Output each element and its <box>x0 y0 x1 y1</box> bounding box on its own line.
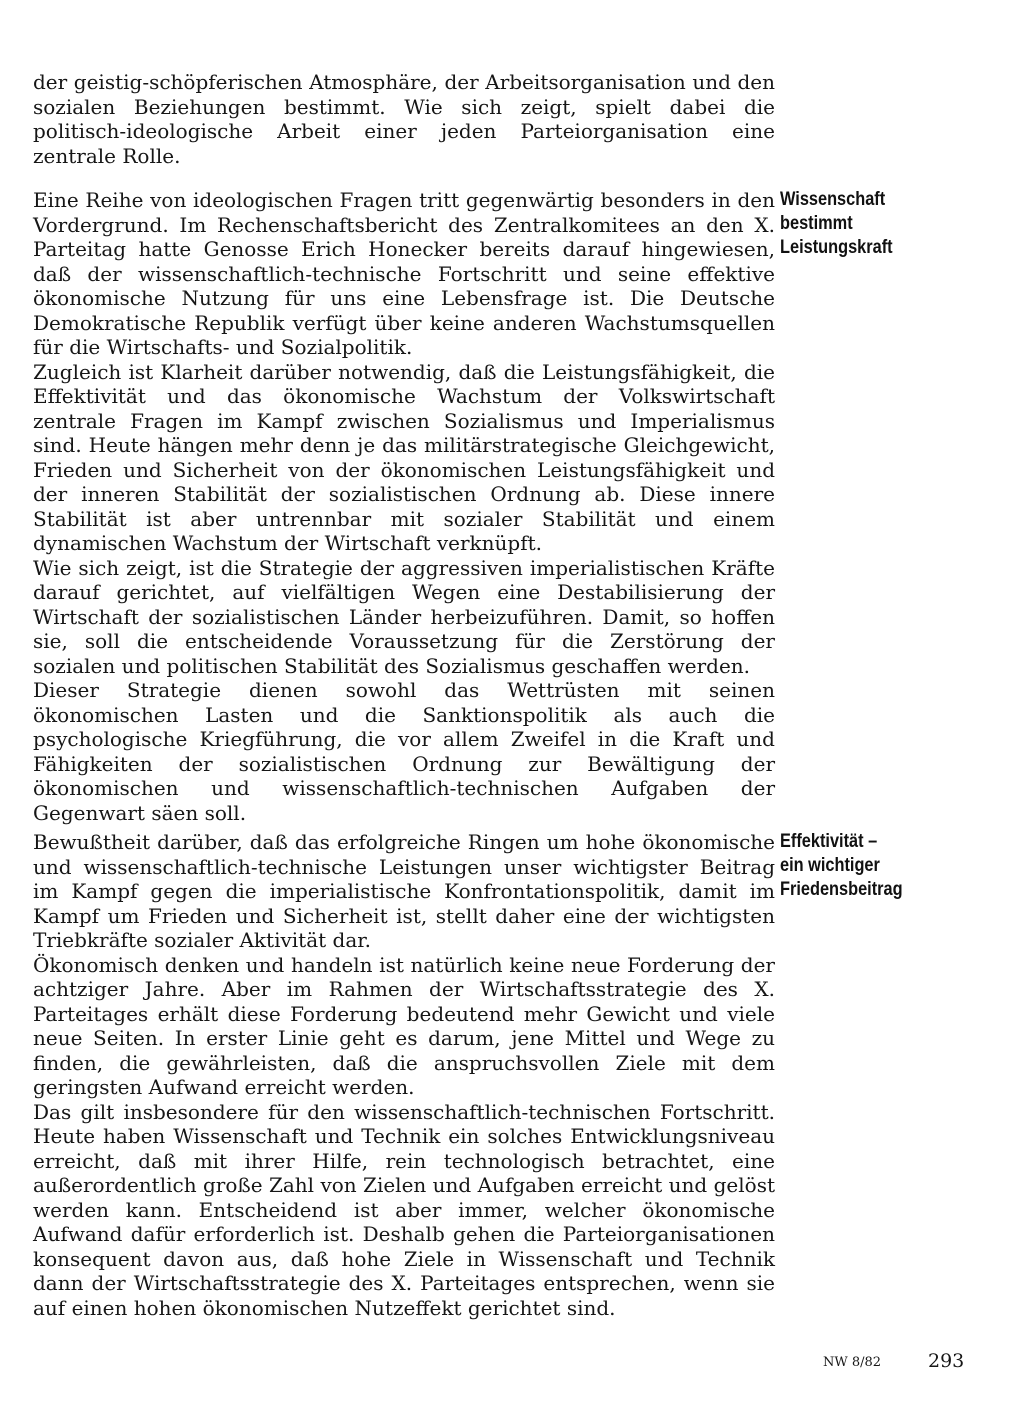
paragraph: Das gilt insbesondere für den wissenschaftlich-technischen Fortschritt. Heute haben Wissenschaft und Technik ein solches Entwicklungsniveau erreicht, daß mit ihrer Hilfe, rein technologisch betrachtet, eine außerordentlich große Zahl von Zielen und Aufgaben erreicht und gelöst werden kann. Entscheidend ist aber immer, welcher ökonomische Aufwand dafür erforderlich ist. Deshalb gehen die Parteiorganisationen konsequent davon aus, daß hohe Ziele in Wissenschaft und Technik dann der Wirtschaftsstrategie des X. Parteitages entsprechen, wenn sie auf einen hohen ökonomischen Nutzeffekt gerichtet sind. <box>33 1099 775 1320</box>
margin-heading-effektivitaet <box>780 830 943 902</box>
section-intro <box>33 70 775 168</box>
margin-heading-wissenschaft <box>780 188 943 260</box>
paragraph: Eine Reihe von ideologischen Fragen tritt gegenwärtig besonders in den Vordergrund. Im Rechenschaftsbericht des Zentralkomitees an den X. Parteitag hatte Genosse Erich Honecker bereits darauf hingewiesen, daß der wissenschaftlich-technische Fortschritt und seine effektive ökonomische Nutzung für uns eine Lebensfrage ist. Die Deutsche Demokratische Republik verfügt über keine anderen Wachstumsquellen für die Wirtschafts- und Sozialpolitik. <box>33 188 775 359</box>
paragraph: Dieser Strategie dienen sowohl das Wettrüsten mit seinen ökonomischen Lasten und die Sanktionspolitik als auch die psychologische Kriegführung, die vor allem Zweifel in die Kraft und Fähigkeiten der sozialistischen Ordnung zur Bewältigung der ökonomischen und wissenschaftlich-technischen Aufgaben der Gegenwart säen soll. <box>33 678 775 825</box>
section-wissenschaft <box>33 188 775 825</box>
paragraph: Bewußtheit darüber, daß das erfolgreiche Ringen um hohe ökonomische und wissenschaftlich-technische Leistungen unser wichtigster Beitrag im Kampf gegen die imperialistische Konfrontationspolitik, damit im Kampf um Frieden und Sicherheit ist, stellt daher eine der wichtigsten Triebkräfte sozialer Aktivität dar. <box>33 830 775 952</box>
margin-heading-line: Effektivität – <box>780 831 878 852</box>
margin-heading-line: Friedensbeitrag <box>780 879 903 900</box>
margin-heading-line: bestimmt <box>780 213 853 234</box>
margin-heading-line: Wissenschaft <box>780 189 886 210</box>
section-effektivitaet <box>33 830 775 1320</box>
paragraph: der geistig-schöpferischen Atmosphäre, der Arbeitsorganisation und den sozialen Beziehungen bestimmt. Wie sich zeigt, spielt dabei die politisch-ideologische Arbeit einer jeden Parteiorganisation eine zentrale Rolle. <box>33 70 775 168</box>
paragraph: Wie sich zeigt, ist die Strategie der aggressiven imperialistischen Kräfte darauf gerichtet, auf vielfältigen Wegen eine Destabilisierung der Wirtschaft der sozialistischen Länder herbeizuführen. Damit, so hoffen sie, soll die entscheidende Voraussetzung für die Zerstörung der sozialen und politischen Stabilität des Sozialismus geschaffen werden. <box>33 555 775 678</box>
paragraph: Ökonomisch denken und handeln ist natürlich keine neue Forderung der achtziger Jahre. Aber im Rahmen der Wirtschaftsstrategie des X. Parteitages erhält diese Forderung bedeutend mehr Gewicht und viele neue Seiten. In erster Linie geht es darum, jene Mittel und Wege zu finden, die gewährleisten, daß die anspruchsvollen Ziele mit dem geringsten Aufwand erreicht werden. <box>33 952 775 1099</box>
issue-code: NW 8/82 <box>823 1355 882 1370</box>
page-number: 293 <box>928 1350 965 1372</box>
paragraph: Zugleich ist Klarheit darüber notwendig, daß die Leistungsfähigkeit, die Effektivität und das ökonomische Wachstum der Volkswirtschaft zentrale Fragen im Kampf zwischen Sozialismus und Imperialismus sind. Heute hängen mehr denn je das militärstrategische Gleichgewicht, Frieden und Sicherheit von der ökonomischen Leistungsfähigkeit und der inneren Stabilität der sozialistischen Ordnung ab. Diese innere Stabilität ist aber untrennbar mit sozialer Stabilität und einem dynamischen Wachstum der Wirtschaft verknüpft. <box>33 359 775 555</box>
margin-heading-line: ein wichtiger <box>780 855 880 876</box>
margin-heading-line: Leistungskraft <box>780 237 893 258</box>
